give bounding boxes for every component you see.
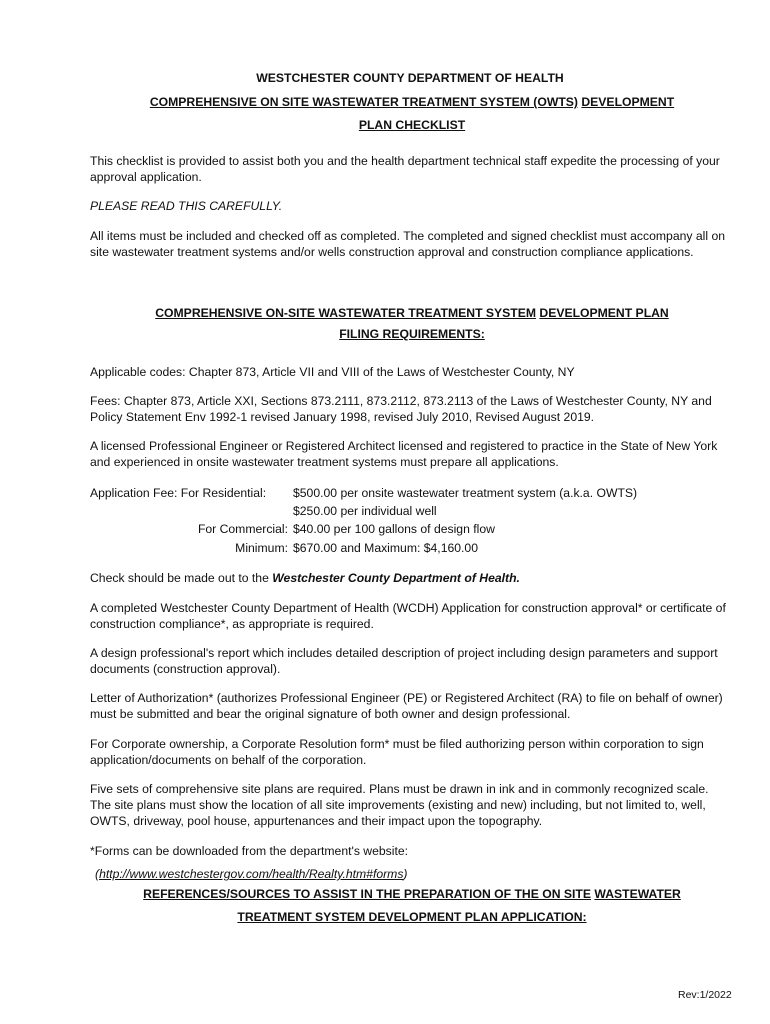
references-subheading-text: TREATMENT SYSTEM DEVELOPMENT PLAN APPLICATION: bbox=[237, 910, 587, 924]
forms-website-link[interactable]: http://www.westchestergov.com/health/Realty.htm#forms bbox=[99, 867, 404, 881]
read-carefully-note: PLEASE READ THIS CAREFULLY. bbox=[90, 199, 283, 213]
fees-paragraph: Fees: Chapter 873, Article XXI, Sections 873.2111, 873.2112, 873.2113 of the Laws of Westchester County, NY and Policy Statement Env 1992-1 revised January 1998, revised July 2010, Revised August 2019. bbox=[90, 394, 712, 424]
fee-label-commercial: For Commercial: bbox=[197, 522, 288, 536]
site-plans-paragraph: Five sets of comprehensive site plans are required. Plans must be drawn in ink and in commonly recognized scale. The site plans must show the location of all site improvements (existing and new) including, but not limited to, well, OWTS, driveway, pool house, appurtenances and their impact upon the topography. bbox=[90, 782, 709, 828]
forms-url-line bbox=[95, 866, 735, 882]
document-subtitle-text: PLAN CHECKLIST bbox=[358, 118, 466, 132]
filing-requirements-subheading bbox=[0, 326, 770, 342]
design-report-paragraph: A design professional's report which includes detailed description of project including design parameters and support documents (construction approval). bbox=[90, 646, 718, 676]
fee-value-commercial: $40.00 per 100 gallons of design flow bbox=[293, 522, 495, 536]
fee-label-residential: Application Fee: For Residential: bbox=[90, 486, 267, 500]
document-title-part-1: COMPREHENSIVE ON SITE WASTEWATER TREATMENT SYSTEM (OWTS) bbox=[149, 95, 578, 109]
references-subheading bbox=[0, 909, 770, 925]
applicable-codes: Applicable codes: Chapter 873, Article VII and VIII of the Laws of Westchester County, NY bbox=[90, 365, 575, 379]
filing-heading-part-1: COMPREHENSIVE ON-SITE WASTEWATER TREATMENT SYSTEM bbox=[155, 306, 537, 320]
check-payee: Westchester County Department of Health. bbox=[272, 571, 520, 585]
check-prefix: Check should be made out to the bbox=[90, 571, 273, 585]
fee-value-owts: $500.00 per onsite wastewater treatment system (a.k.a. OWTS) bbox=[293, 486, 638, 500]
url-open-paren: ( bbox=[95, 867, 100, 881]
filing-heading-part-2: DEVELOPMENT PLAN bbox=[539, 306, 669, 320]
forms-download-note: *Forms can be downloaded from the department's website: bbox=[90, 844, 409, 858]
references-heading bbox=[0, 886, 770, 902]
references-heading-part-1: REFERENCES/SOURCES TO ASSIST IN THE PREPARATION OF THE ON SITE bbox=[143, 887, 591, 901]
wcdh-application-paragraph: A completed Westchester County Department of Health (WCDH) Application for construction approval* or certificate of construction compliance*, as appropriate is required. bbox=[90, 601, 726, 631]
references-heading-part-2: WASTEWATER bbox=[594, 887, 681, 901]
revision-label: Rev:1/2022 bbox=[678, 989, 732, 1001]
agency-title-text: WESTCHESTER COUNTY DEPARTMENT OF HEALTH bbox=[256, 71, 564, 85]
letter-of-authorization-paragraph: Letter of Authorization* (authorizes Professional Engineer (PE) or Registered Architect (RA) to file on behalf of owner) must be submitted and bear the original signature of both owner and design professional. bbox=[90, 691, 723, 721]
fee-value-min-max: $670.00 and Maximum: $4,160.00 bbox=[293, 541, 478, 555]
fee-label-minimum: Minimum: bbox=[235, 541, 288, 555]
document-title-part-2: DEVELOPMENT bbox=[581, 95, 675, 109]
agency-title bbox=[0, 70, 770, 86]
document-subtitle bbox=[0, 117, 770, 133]
fee-value-well: $250.00 per individual well bbox=[293, 504, 437, 518]
engineer-requirement: A licensed Professional Engineer or Registered Architect licensed and registered to practice in the State of New York and experienced in onsite wastewater treatment systems must prepare all applications. bbox=[90, 439, 718, 469]
document-title bbox=[0, 94, 770, 110]
intro-paragraph: This checklist is provided to assist both you and the health department technical staff expedite the processing of your approval application. bbox=[90, 154, 720, 184]
filing-requirements-heading bbox=[0, 305, 770, 321]
url-close-paren: ) bbox=[403, 867, 408, 881]
check-payable-line bbox=[90, 570, 730, 586]
all-items-paragraph: All items must be included and checked off as completed. The completed and signed checklist must accompany all on site wastewater treatment systems and/or wells construction approval and construction compliance applications. bbox=[90, 229, 725, 259]
corporate-ownership-paragraph: For Corporate ownership, a Corporate Resolution form* must be filed authorizing person within corporation to sign application/documents on behalf of the corporation. bbox=[90, 737, 704, 767]
filing-subheading-text: FILING REQUIREMENTS: bbox=[339, 327, 485, 341]
